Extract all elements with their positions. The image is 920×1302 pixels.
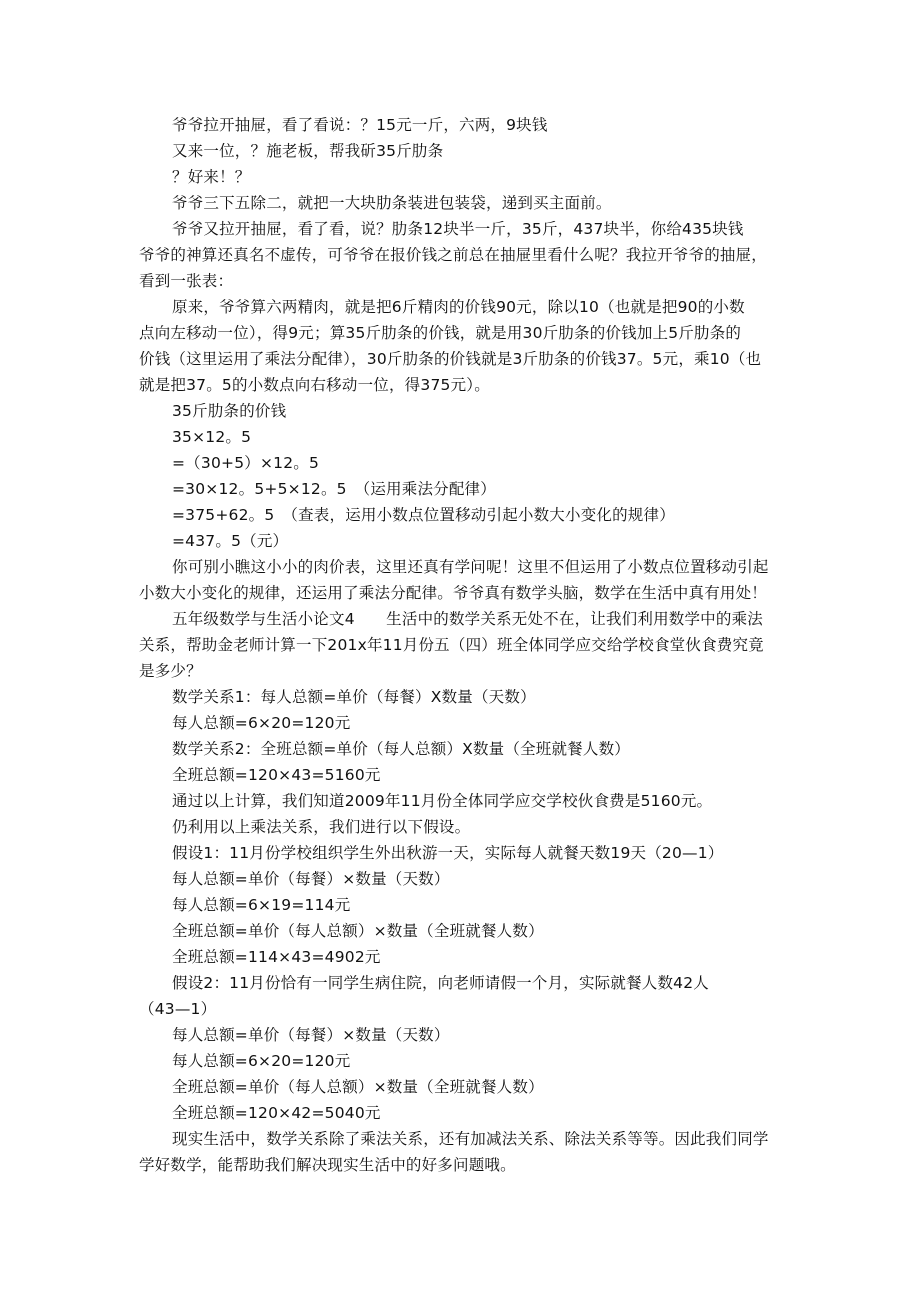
paragraph-line: 假设1：11月份学校组织学生外出秋游一天，实际每人就餐天数19天（20—1） [172,844,724,862]
formula-line: 每人总额=单价（每餐）×数量（天数） [172,870,450,888]
formula-line: 每人总额=6×19=114元 [172,896,351,914]
formula-line: =375+62。5 （查表，运用小数点位置移动引起小数大小变化的规律） [172,506,675,524]
paragraph-line: 爷爷拉开抽屉，看了看说：？15元一斤，六两，9块钱 [172,116,548,134]
paragraph-line: 就是把37。5的小数点向右移动一位，得375元）。 [139,376,490,394]
formula-line: 全班总额=单价（每人总额）×数量（全班就餐人数） [172,922,544,940]
paragraph-line: 看到一张表： [139,272,234,290]
paragraph-line: 点向左移动一位），得9元；算35斤肋条的价钱，就是用30斤肋条的价钱加上5斤肋条的 [139,324,742,342]
paragraph-line: 价钱（这里运用了乘法分配律），30斤肋条的价钱就是3斤肋条的价钱37。5元，乘10（也 [139,350,762,368]
formula-line: 全班总额=120×43=5160元 [172,766,381,784]
paragraph-line: 爷爷又拉开抽屉，看了看，说？肋条12块半一斤，35斤，437块半，你给435块钱 [172,220,744,238]
formula-line: 每人总额=6×20=120元 [172,1052,351,1070]
formula-line: 全班总额=单价（每人总额）×数量（全班就餐人数） [172,1078,544,1096]
formula-line: =30×12。5+5×12。5 （运用乘法分配律） [172,480,496,498]
formula-line: =（30+5）×12。5 [172,454,320,472]
formula-line: 35×12。5 [172,428,252,446]
paragraph-line: 又来一位，？施老板，帮我斫35斤肋条 [172,142,444,160]
paragraph-line: 关系，帮助金老师计算一下201x年11月份五（四）班全体同学应交给学校食堂伙食费究竟 [139,636,764,654]
paragraph-line: 现实生活中，数学关系除了乘法关系，还有加减法关系、除法关系等等。因此我们同学 [172,1130,769,1148]
paragraph-line: （43—1） [139,1000,217,1018]
paragraph-line: 爷爷的神算还真名不虚传，可爷爷在报价钱之前总在抽屉里看什么呢？我拉开爷爷的抽屉， [139,246,768,264]
paragraph-line: 是多少？ [139,662,202,680]
formula-line: =437。5（元） [172,532,289,550]
paragraph-line: 学好数学，能帮助我们解决现实生活中的好多问题哦。 [139,1156,516,1174]
formula-line: 数学关系1：每人总额=单价（每餐）X数量（天数） [172,688,536,706]
paragraph-line: 爷爷三下五除二，就把一大块肋条装进包装袋，递到买主面前。 [172,194,612,212]
paragraph-line: 你可别小瞧这小小的肉价表，这里还真有学问呢！这里不但运用了小数点位置移动引起 [172,558,769,576]
formula-line: 数学关系2：全班总额=单价（每人总额）X数量（全班就餐人数） [172,740,630,758]
formula-line: 每人总额=单价（每餐）×数量（天数） [172,1026,450,1044]
paragraph-line: ？好来！？ [172,168,251,186]
formula-line: 全班总额=114×43=4902元 [172,948,381,966]
formula-line: 全班总额=120×42=5040元 [172,1104,381,1122]
paragraph-line: 35斤肋条的价钱 [172,402,287,420]
paragraph-line: 假设2：11月份恰有一同学生病住院，向老师请假一个月，实际就餐人数42人 [172,974,710,992]
paragraph-line: 仍利用以上乘法关系，我们进行以下假设。 [172,818,471,836]
paragraph-line: 通过以上计算，我们知道2009年11月份全体同学应交学校伙食费是5160元。 [172,792,713,810]
paragraph-line: 原来，爷爷算六两精肉，就是把6斤精肉的价钱90元，除以10（也就是把90的小数 [172,298,745,316]
paragraph-line: 小数大小变化的规律，还运用了乘法分配律。爷爷真有数学头脑，数学在生活中真有用处！ [139,584,768,602]
paragraph-line: 五年级数学与生活小论文4 生活中的数学关系无处不在，让我们利用数学中的乘法 [172,610,763,628]
formula-line: 每人总额=6×20=120元 [172,714,351,732]
